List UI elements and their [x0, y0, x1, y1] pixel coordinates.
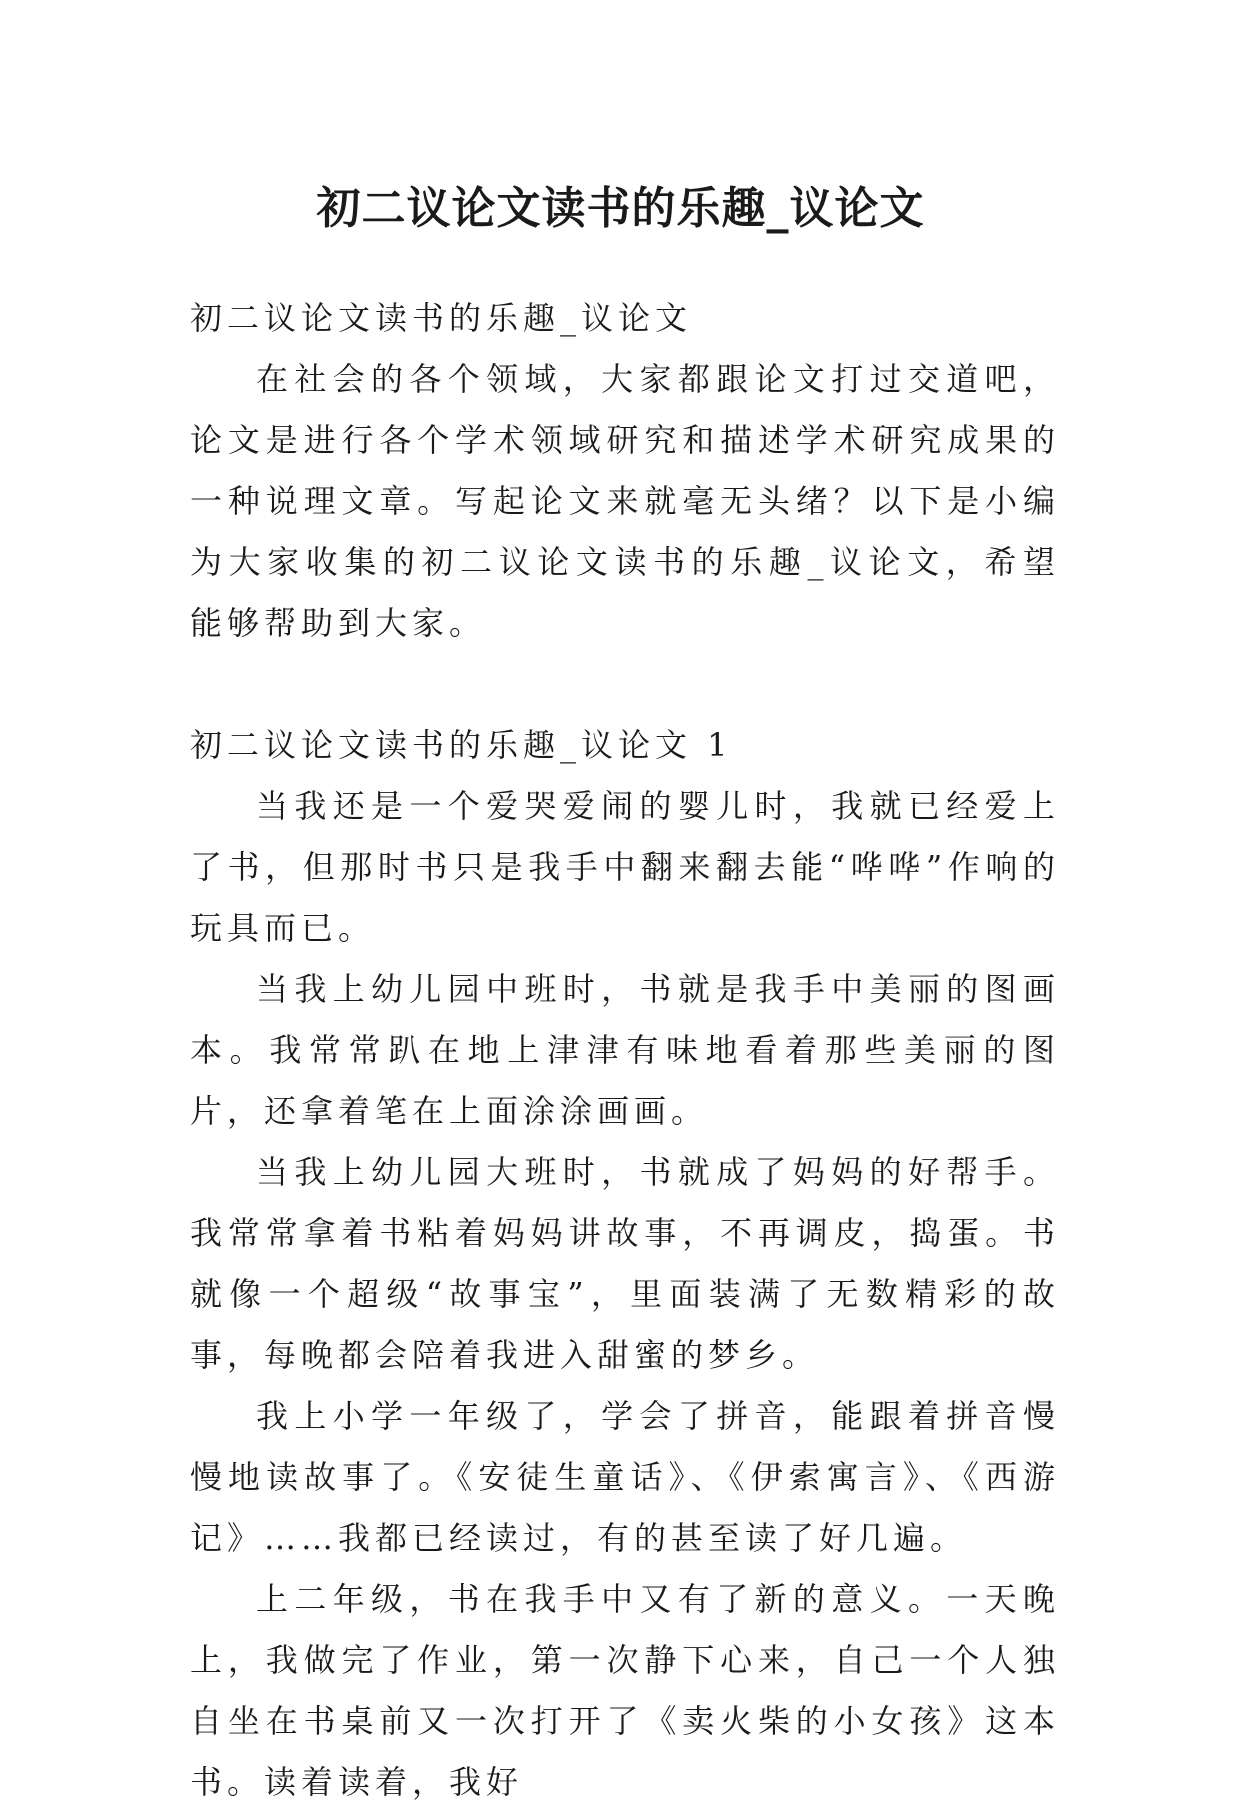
- body-paragraph: 当我上幼儿园大班时，书就成了妈妈的好帮手。我常常拿着书粘着妈妈讲故事，不再调皮，捣蛋。书就像一个超级“故事宝”，里面装满了无数精彩的故事，每晚都会陪着我进入甜蜜的梦乡。: [190, 1153, 1060, 1374]
- body-paragraph: 上二年级，书在我手中又有了新的意义。一天晚上，我做完了作业，第一次静下心来，自己一个人独自坐在书桌前又一次打开了《卖火柴的小女孩》这本书。读着读着，我好: [190, 1580, 1060, 1801]
- body-paragraph: 当我还是一个爱哭爱闹的婴儿时，我就已经爱上了书，但那时书只是我手中翻来翻去能“哗哗”作响的玩具而已。: [190, 787, 1060, 947]
- document-body: [190, 288, 1060, 1813]
- section-spacer: [190, 654, 1060, 715]
- document-title: 初二议论文读书的乐趣_议论文: [316, 183, 925, 235]
- body-paragraph: 当我上幼儿园中班时，书就是我手中美丽的图画本。我常常趴在地上津津有味地看着那些美丽的图片，还拿着笔在上面涂涂画画。: [190, 970, 1060, 1130]
- intro-heading: 初二议论文读书的乐趣_议论文: [190, 299, 693, 337]
- section-heading: 初二议论文读书的乐趣_议论文 1: [190, 726, 733, 764]
- body-paragraph: 我上小学一年级了，学会了拼音，能跟着拼音慢慢地读故事了。《安徒生童话》、《伊索寓言》、《西游记》……我都已经读过，有的甚至读了好几遍。: [190, 1397, 1060, 1557]
- intro-paragraph: 在社会的各个领域，大家都跟论文打过交道吧，论文是进行各个学术领域研究和描述学术研究成果的一种说理文章。写起论文来就毫无头绪？以下是小编为大家收集的初二议论文读书的乐趣_议论文，希望能够帮助到大家。: [190, 360, 1060, 642]
